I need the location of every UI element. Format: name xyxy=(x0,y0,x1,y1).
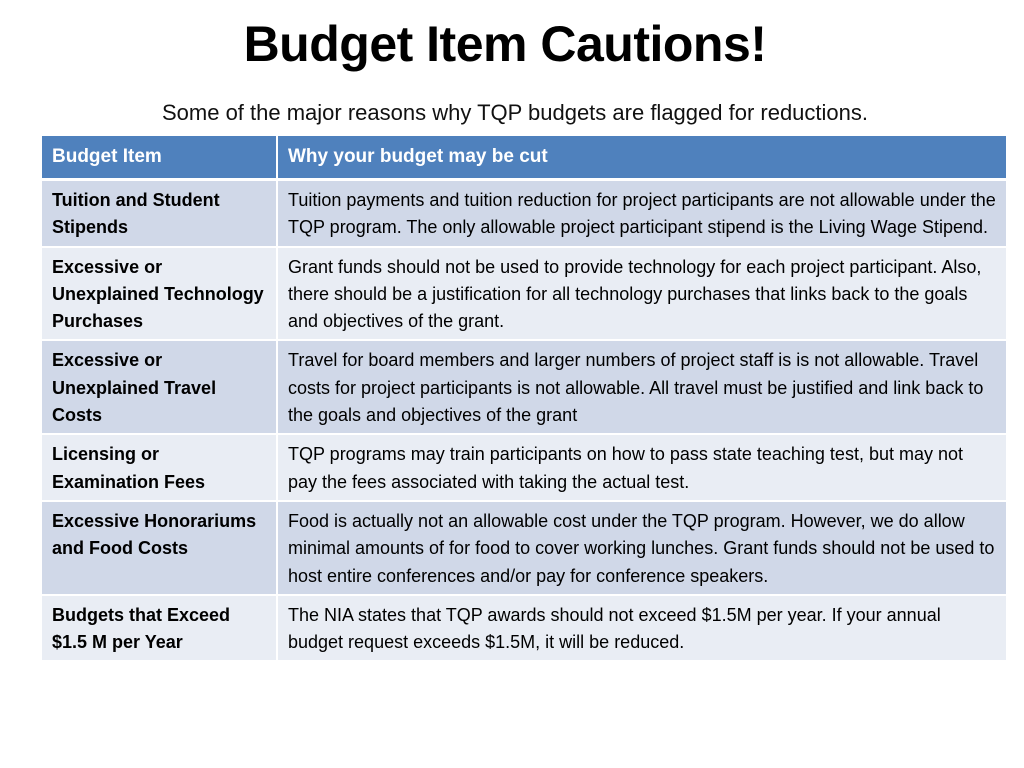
reason-cell: Tuition payments and tuition reduction for project participants are not allowable under the TQP program. The only allowable project participant stipend is the Living Wage Stipend. xyxy=(277,180,1006,247)
budget-cautions-table xyxy=(42,136,1006,662)
budget-item-cell: Tuition and Student Stipends xyxy=(42,180,277,247)
page-subtitle: Some of the major reasons why TQP budgets are flagged for reductions. xyxy=(161,100,869,125)
reason-cell: Travel for board members and larger numbers of project staff is is not allowable. Travel costs for project participants is not allowable. All travel must be justified and link back to the goals and objectives of the grant xyxy=(277,340,1006,434)
reason-cell: The NIA states that TQP awards should not exceed $1.5M per year. If your annual budget request exceeds $1.5M, it will be reduced. xyxy=(277,595,1006,662)
table-header-row xyxy=(42,136,1006,180)
table-row xyxy=(42,340,1006,434)
budget-item-cell: Excessive or Unexplained Travel Costs xyxy=(42,340,277,434)
budget-item-cell: Licensing or Examination Fees xyxy=(42,434,277,501)
budget-item-cell: Excessive Honorariums and Food Costs xyxy=(42,501,277,595)
table-row xyxy=(42,595,1006,662)
table-row xyxy=(42,247,1006,341)
budget-item-cell: Budgets that Exceed $1.5 M per Year xyxy=(42,595,277,662)
page-title: Budget Item Cautions! xyxy=(243,16,767,72)
header-budget-item: Budget Item xyxy=(42,136,277,180)
table-row xyxy=(42,180,1006,247)
table-row xyxy=(42,501,1006,595)
header-why-cut: Why your budget may be cut xyxy=(277,136,1006,180)
table-row xyxy=(42,434,1006,501)
reason-cell: Grant funds should not be used to provide technology for each project participant. Also, there should be a justification for all technology purchases that links back to the goals and objectives of the grant. xyxy=(277,247,1006,341)
reason-cell: TQP programs may train participants on how to pass state teaching test, but may not pay the fees associated with taking the actual test. xyxy=(277,434,1006,501)
budget-item-cell: Excessive or Unexplained Technology Purchases xyxy=(42,247,277,341)
reason-cell: Food is actually not an allowable cost under the TQP program. However, we do allow minimal amounts of for food to cover working lunches. Grant funds should not be used to host entire conferences and/or pay for conference speakers. xyxy=(277,501,1006,595)
